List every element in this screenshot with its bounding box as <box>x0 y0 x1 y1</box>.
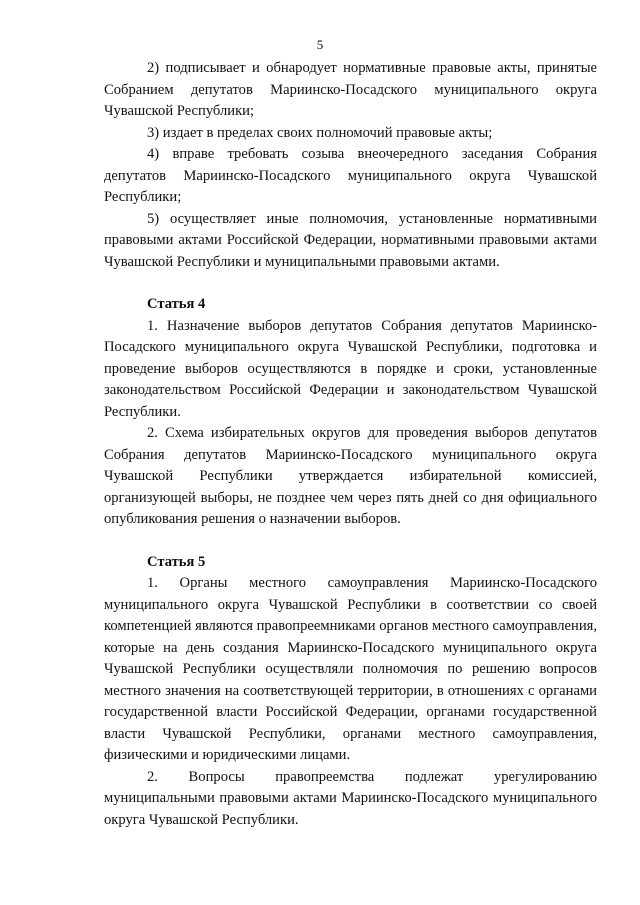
list-item: 3) издает в пределах своих полномочий правовые акты; <box>147 124 493 141</box>
list-item: 5) осуществляет иные полномочия, установленные нормативными правовыми актами Российской Федерации, нормативными правовыми актами Чувашской Республики и муниципальными правовыми актами. <box>104 210 597 270</box>
document-body <box>104 58 597 831</box>
list-item: 2) подписывает и обнародует нормативные правовые акты, принятые Собранием депутатов Мариинско-Посадского муниципального округа Чувашской Республики; <box>104 60 597 119</box>
article-4-paragraph: 2. Схема избирательных округов для проведения выборов депутатов Собрания депутатов Мариинско-Посадского муниципального округа Чувашской Республики утверждается избирательной комиссией, организующей выборы, не позднее чем через пять дней со дня официального опубликования решения о назначении выборов. <box>104 425 597 527</box>
page-number: 5 <box>316 37 324 52</box>
article-4-paragraph: 1. Назначение выборов депутатов Собрания депутатов Мариинско-Посадского муниципального округа Чувашской Республики, подготовка и проведение выборов осуществляются в порядке и сроки, установленные законодательством Российской Федерации и законодательством Чувашской Республики. <box>104 317 597 420</box>
article-5-title: Статья 5 <box>147 553 206 570</box>
article-4-title: Статья 4 <box>147 296 206 312</box>
list-item: 4) вправе требовать созыва внеочередного заседания Собрания депутатов Мариинско-Посадского муниципального округа Чувашской Республики; <box>104 146 597 205</box>
article-5-paragraph: 2. Вопросы правопреемства подлежат урегулированию муниципальными правовыми актами Мариинско-Посадского муниципального округа Чувашской Республики. <box>104 768 597 828</box>
article-5-paragraph: 1. Органы местного самоуправления Мариинско-Посадского муниципального округа Чувашской Республики в соответствии со своей компетенцией являются правопреемниками органов местного самоуправления, которые на день создания Мариинско-Посадского муниципального округа Чувашской Республики осуществляли полномочия по решению вопросов местного значения на соответствующей территории, в отношениях с органами государственной власти Российской Федерации, органами государственной власти Чувашской Республики, органами местного самоуправления, физическими и юридическими лицами. <box>104 575 597 763</box>
